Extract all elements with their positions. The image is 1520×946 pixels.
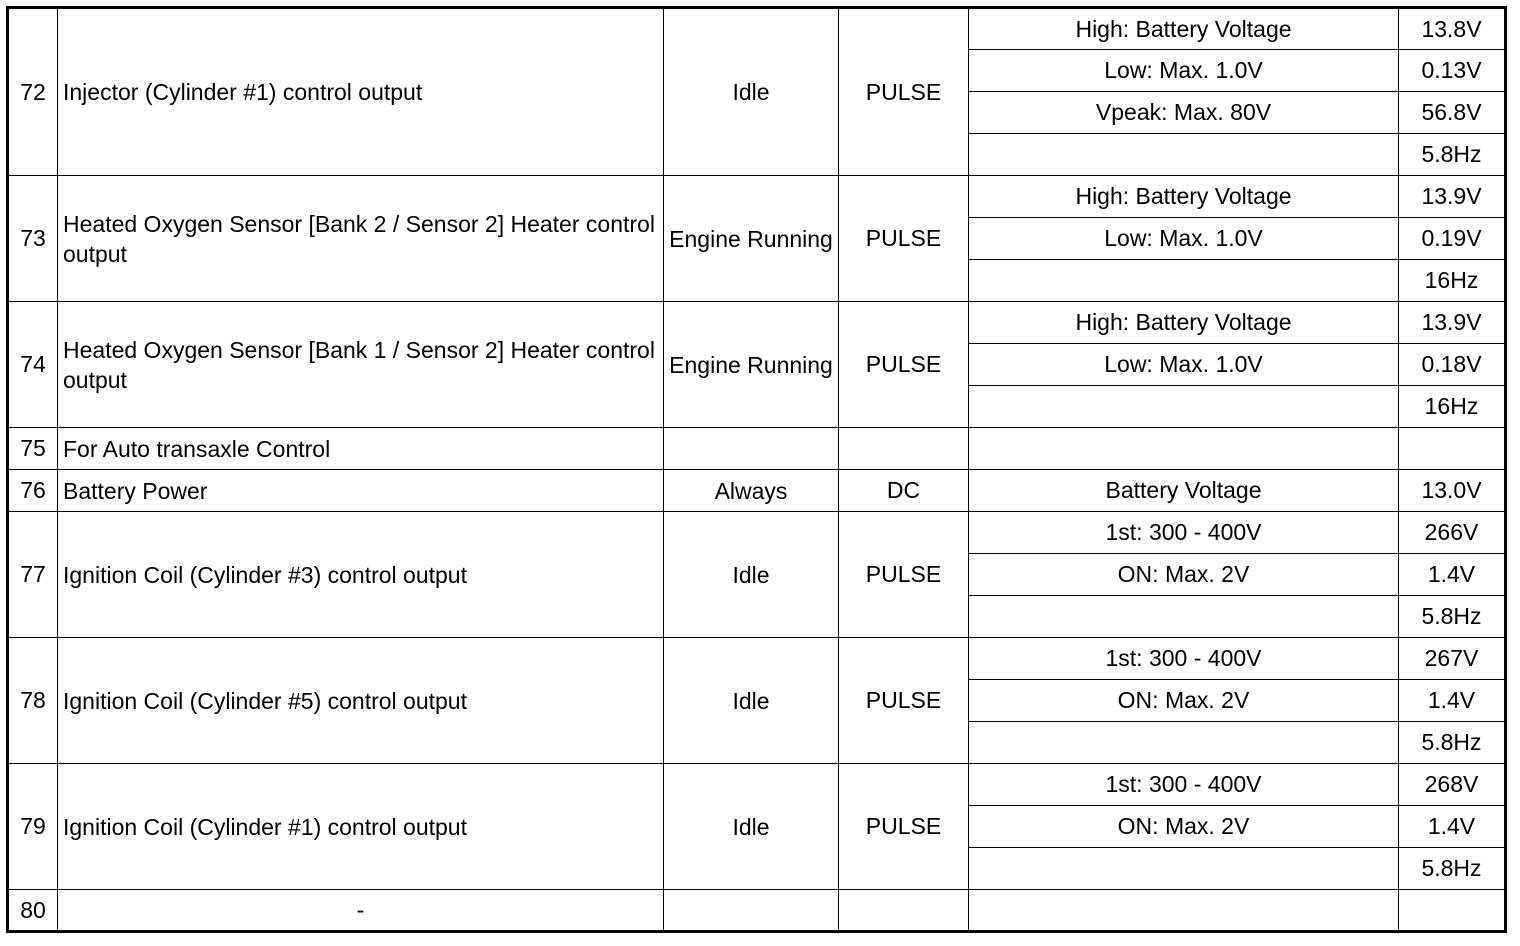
specification-cell: [969, 260, 1399, 302]
measured-value-cell: 5.8Hz: [1399, 848, 1506, 890]
specification-cell: ON: Max. 2V: [969, 554, 1399, 596]
measured-value-cell: 1.4V: [1399, 554, 1506, 596]
measured-value-cell: 13.8V: [1399, 8, 1506, 50]
pin-number-cell: 75: [8, 428, 58, 470]
pin-number-cell: 77: [8, 512, 58, 638]
measured-value-cell: 56.8V: [1399, 92, 1506, 134]
specification-cell: High: Battery Voltage: [969, 176, 1399, 218]
specification-cell: [969, 134, 1399, 176]
condition-cell: Engine Running: [664, 302, 839, 428]
description-cell: Injector (Cylinder #1) control output: [58, 8, 664, 176]
specification-cell: [969, 428, 1399, 470]
condition-cell: Idle: [664, 512, 839, 638]
measured-value-cell: 5.8Hz: [1399, 596, 1506, 638]
table-row: [8, 638, 1506, 680]
signal-type-cell: PULSE: [839, 638, 969, 764]
description-cell: Ignition Coil (Cylinder #5) control output: [58, 638, 664, 764]
signal-type-cell: PULSE: [839, 8, 969, 176]
specification-cell: ON: Max. 2V: [969, 680, 1399, 722]
measured-value-cell: 267V: [1399, 638, 1506, 680]
measured-value-cell: 5.8Hz: [1399, 134, 1506, 176]
condition-cell: Idle: [664, 8, 839, 176]
table-row: [8, 302, 1506, 344]
specification-cell: [969, 596, 1399, 638]
pin-number-cell: 74: [8, 302, 58, 428]
specification-cell: [969, 848, 1399, 890]
condition-cell: Idle: [664, 638, 839, 764]
specification-cell: High: Battery Voltage: [969, 302, 1399, 344]
measured-value-cell: 13.9V: [1399, 176, 1506, 218]
specification-cell: Low: Max. 1.0V: [969, 50, 1399, 92]
condition-cell: Engine Running: [664, 176, 839, 302]
measured-value-cell: 16Hz: [1399, 386, 1506, 428]
table-row: [8, 764, 1506, 806]
table-row: [8, 176, 1506, 218]
measured-value-cell: 268V: [1399, 764, 1506, 806]
measured-value-cell: 0.13V: [1399, 50, 1506, 92]
signal-type-cell: DC: [839, 470, 969, 512]
measured-value-cell: 13.9V: [1399, 302, 1506, 344]
description-cell: Ignition Coil (Cylinder #1) control output: [58, 764, 664, 890]
signal-type-cell: PULSE: [839, 512, 969, 638]
specification-cell: [969, 386, 1399, 428]
condition-cell: Idle: [664, 764, 839, 890]
signal-type-cell: PULSE: [839, 302, 969, 428]
pin-number-cell: 73: [8, 176, 58, 302]
specification-cell: 1st: 300 - 400V: [969, 638, 1399, 680]
table-row: [8, 890, 1506, 932]
specification-cell: Low: Max. 1.0V: [969, 344, 1399, 386]
measured-value-cell: 266V: [1399, 512, 1506, 554]
condition-cell: [664, 428, 839, 470]
specification-cell: Battery Voltage: [969, 470, 1399, 512]
description-cell: -: [58, 890, 664, 932]
signal-type-cell: [839, 890, 969, 932]
specification-cell: 1st: 300 - 400V: [969, 764, 1399, 806]
specification-cell: 1st: 300 - 400V: [969, 512, 1399, 554]
measured-value-cell: 0.18V: [1399, 344, 1506, 386]
pin-number-cell: 76: [8, 470, 58, 512]
specification-cell: Vpeak: Max. 80V: [969, 92, 1399, 134]
description-cell: Ignition Coil (Cylinder #3) control output: [58, 512, 664, 638]
signal-type-cell: PULSE: [839, 764, 969, 890]
specification-cell: [969, 722, 1399, 764]
condition-cell: Always: [664, 470, 839, 512]
table-row: [8, 428, 1506, 470]
condition-cell: [664, 890, 839, 932]
description-cell: Battery Power: [58, 470, 664, 512]
measured-value-cell: 0.19V: [1399, 218, 1506, 260]
signal-type-cell: [839, 428, 969, 470]
measured-value-cell: 1.4V: [1399, 680, 1506, 722]
table-row: [8, 470, 1506, 512]
specification-cell: High: Battery Voltage: [969, 8, 1399, 50]
pin-number-cell: 72: [8, 8, 58, 176]
signal-type-cell: PULSE: [839, 176, 969, 302]
pin-spec-table: [6, 6, 1507, 933]
specification-cell: [969, 890, 1399, 932]
description-cell: Heated Oxygen Sensor [Bank 1 / Sensor 2] Heater control output: [58, 302, 664, 428]
measured-value-cell: 16Hz: [1399, 260, 1506, 302]
measured-value-cell: [1399, 890, 1506, 932]
measured-value-cell: 13.0V: [1399, 470, 1506, 512]
measured-value-cell: 5.8Hz: [1399, 722, 1506, 764]
table-row: [8, 8, 1506, 50]
pin-number-cell: 80: [8, 890, 58, 932]
pin-spec-table-body: [8, 8, 1506, 932]
description-cell: For Auto transaxle Control: [58, 428, 664, 470]
table-row: [8, 512, 1506, 554]
description-cell: Heated Oxygen Sensor [Bank 2 / Sensor 2] Heater control output: [58, 176, 664, 302]
pin-number-cell: 78: [8, 638, 58, 764]
measured-value-cell: [1399, 428, 1506, 470]
pin-number-cell: 79: [8, 764, 58, 890]
specification-cell: ON: Max. 2V: [969, 806, 1399, 848]
measured-value-cell: 1.4V: [1399, 806, 1506, 848]
specification-cell: Low: Max. 1.0V: [969, 218, 1399, 260]
